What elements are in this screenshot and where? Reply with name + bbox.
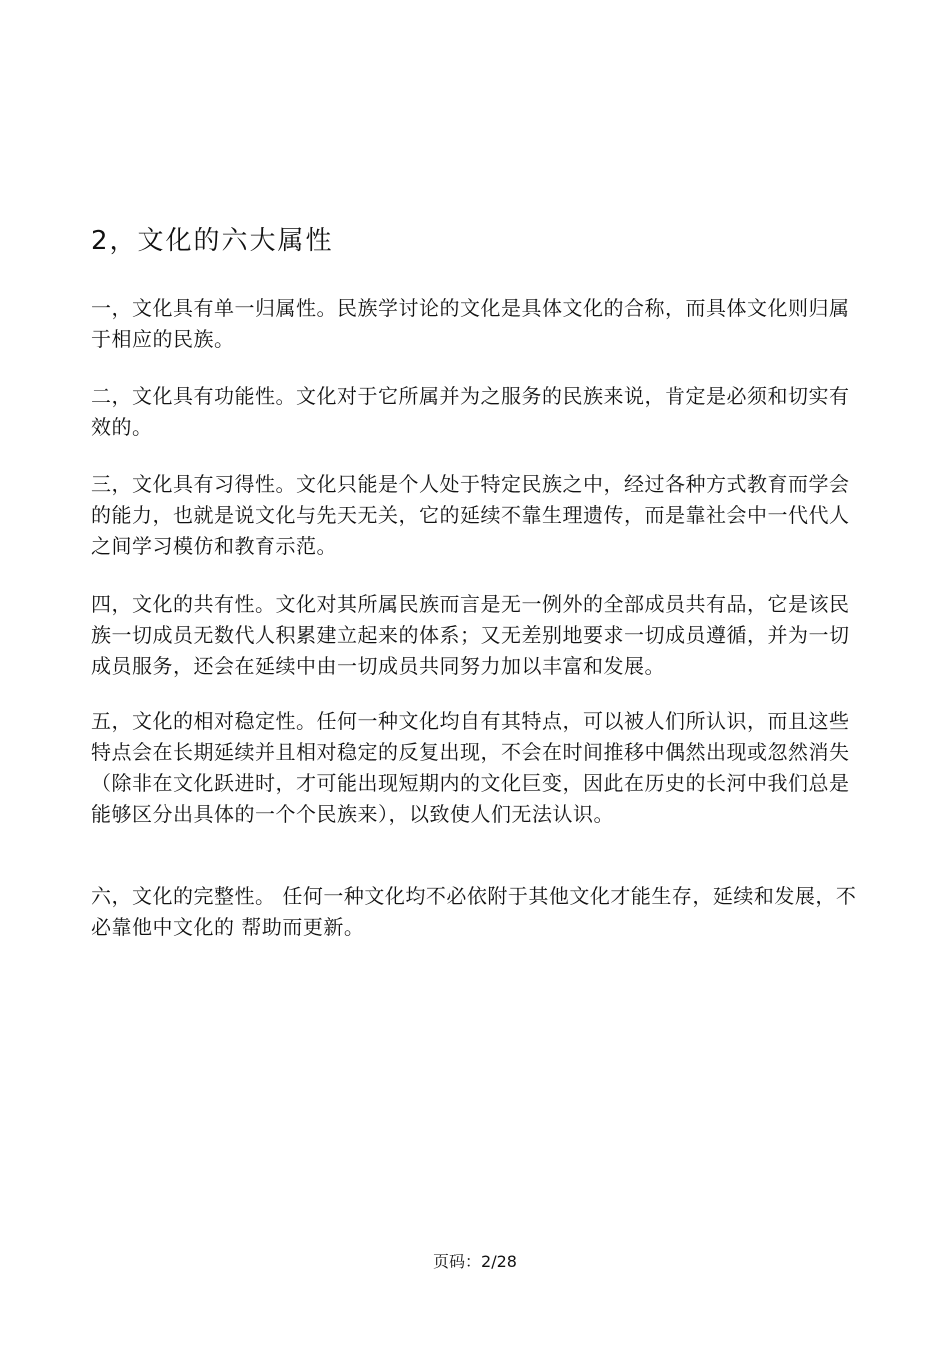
paragraph-attribute-5: 五，文化的相对稳定性。任何一种文化均自有其特点，可以被人们所认识，而且这些特点会在长期延续并且相对稳定的反复出现，不会在时间推移中偶然出现或忽然消失（除非在文化跃进时，才可能出现短期内的文化巨变，因此在历史的长河中我们总是能够区分出具体的一个个民族来），以致使人们无法认识。	[91, 709, 850, 826]
paragraph-attribute-1: 一，文化具有单一归属性。民族学讨论的文化是具体文化的合称，而具体文化则归属于相应的民族。	[91, 296, 850, 351]
paragraph-attribute-4: 四，文化的共有性。文化对其所属民族而言是无一例外的全部成员共有品，它是该民族一切成员无数代人积累建立起来的体系；又无差别地要求一切成员遵循，并为一切成员服务，还会在延续中由一切成员共同努力加以丰富和发展。	[91, 592, 850, 678]
page-number: 页码：2/28	[433, 1252, 517, 1271]
section-title: 2，文化的六大属性	[91, 226, 334, 256]
paragraph-attribute-2: 二，文化具有功能性。文化对于它所属并为之服务的民族来说，肯定是必须和切实有效的。	[91, 384, 850, 439]
paragraph-attribute-3: 三，文化具有习得性。文化只能是个人处于特定民族之中，经过各种方式教育而学会的能力，也就是说文化与先天无关，它的延续不靠生理遗传，而是靠社会中一代代人之间学习模仿和教育示范。	[91, 472, 850, 558]
paragraph-attribute-6: 六，文化的完整性。 任何一种文化均不必依附于其他文化才能生存，延续和发展，不必靠他中文化的 帮助而更新。	[91, 884, 857, 939]
